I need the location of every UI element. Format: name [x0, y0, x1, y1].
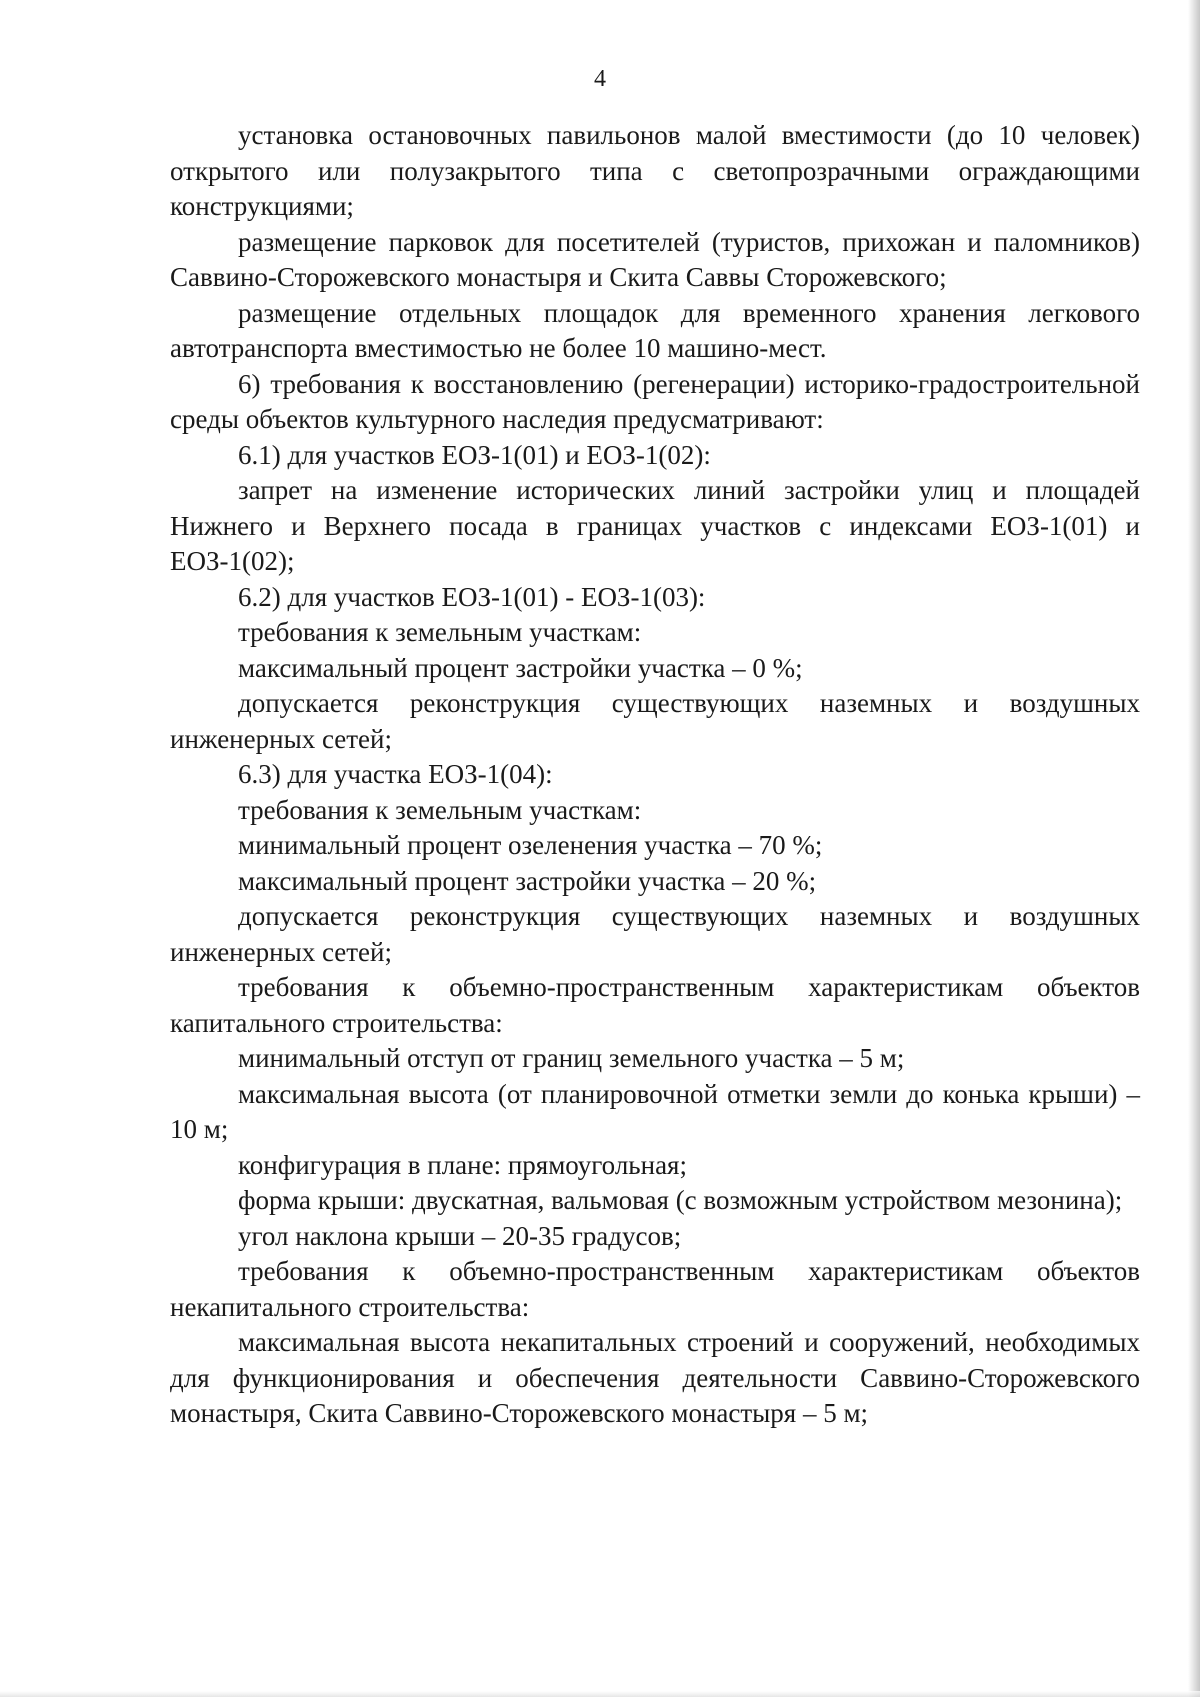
- paragraph-networks-reconstruction: допускается реконструкция существующих наземных и воздушных инженерных сетей;: [170, 901, 1140, 967]
- scan-bottom-shadow: [0, 1691, 1200, 1697]
- paragraph-land-plot-requirements: требования к земельным участкам:: [238, 617, 642, 647]
- paragraph-plan-configuration: конфигурация в плане: прямоугольная;: [238, 1149, 687, 1180]
- document-body: [170, 118, 1140, 1432]
- paragraph-max-built-up-20: максимальный процент застройки участка – 20 %;: [238, 865, 817, 896]
- paragraph-max-height: максимальная высота (от планировочной отметки земли до конька крыши) – 10 м;: [170, 1078, 1140, 1144]
- paragraph-temporary-storage-sites: размещение отдельных площадок для временного хранения легкового автотранспорта вместимостью не более 10 машино-мест.: [170, 297, 1140, 363]
- paragraph-building-lines-ban: запрет на изменение исторических линий застройки улиц и площадей Нижнего и Верхнего посада в границах участков с индексами ЕОЗ-1(01) и ЕОЗ-1(02);: [170, 475, 1140, 576]
- paragraph-item-6-3-heading: 6.3) для участка ЕОЗ-1(04):: [238, 759, 553, 789]
- paragraph-non-capital-construction-requirements: требования к объемно-пространственным характеристикам объектов некапитального строительства:: [170, 1256, 1140, 1322]
- paragraph-capital-construction-requirements: требования к объемно-пространственным характеристикам объектов капитального строительства:: [170, 972, 1140, 1038]
- paragraph-roof-slope: угол наклона крыши – 20-35 градусов;: [238, 1220, 682, 1251]
- paragraph-item-6-2-heading: 6.2) для участков ЕОЗ-1(01) - ЕОЗ-1(03):: [238, 581, 706, 612]
- paragraph-roof-shape: форма крыши: двускатная, вальмовая (с возможным устройством мезонина);: [238, 1185, 1123, 1215]
- paragraph-min-setback: минимальный отступ от границ земельного участка – 5 м;: [238, 1043, 905, 1073]
- paragraph-bus-stop-pavilions: установка остановочных павильонов малой вместимости (до 10 человек) открытого или полузакрытого типа с светопрозрачными ограждающими конструкциями;: [170, 120, 1140, 221]
- paragraph-max-built-up-0: максимальный процент застройки участка – 0 %;: [238, 652, 803, 683]
- paragraph-networks-reconstruction: допускается реконструкция существующих наземных и воздушных инженерных сетей;: [170, 688, 1140, 754]
- paragraph-item-6-1-heading: 6.1) для участков ЕОЗ-1(01) и ЕОЗ-1(02):: [238, 439, 711, 470]
- scan-edge-shadow: [1188, 0, 1200, 1697]
- paragraph-land-plot-requirements: требования к земельным участкам:: [238, 794, 642, 825]
- paragraph-non-capital-max-height: максимальная высота некапитальных строений и сооружений, необходимых для функционирования и обеспечения деятельности Саввино-Сторожевского монастыря, Скита Саввино-Сторожевского монастыря – 5 м;: [170, 1327, 1140, 1428]
- page-number: 4: [594, 66, 606, 92]
- paragraph-visitor-parking: размещение парковок для посетителей (туристов, прихожан и паломников) Саввино-Сторожевского монастыря и Скита Саввы Сторожевского;: [170, 226, 1140, 292]
- paragraph-item-6-regeneration-requirements: 6) требования к восстановлению (регенерации) историко-градостроительной среды объектов культурного наследия предусматривают:: [170, 368, 1140, 434]
- paragraph-min-greening-70: минимальный процент озеленения участка – 70 %;: [238, 830, 823, 860]
